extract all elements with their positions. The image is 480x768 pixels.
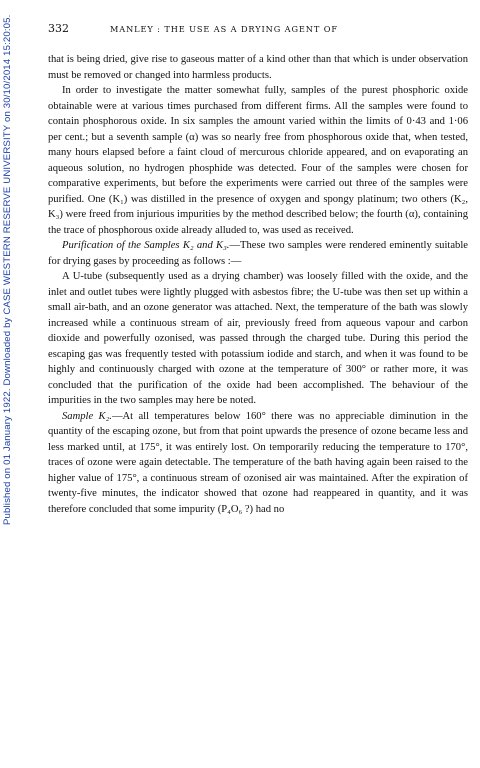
paragraph-purification bbox=[48, 238, 468, 269]
running-title: MANLEY : THE USE AS A DRYING AGENT OF bbox=[110, 24, 338, 34]
purification-text: —These two samples were rendered eminently suitable for drying gases by proceeding as follows :— bbox=[48, 240, 468, 267]
page bbox=[48, 22, 468, 517]
paragraph-u-tube: A U-tube (subsequently used as a drying chamber) was loosely filled with the oxide, and the inlet and outlet tubes were lightly plugged with asbestos fibre; the U-tube was then set up within a small air-bath, and an ozone generator was attached. Next, the temperature of the bath was slowly increased while a continuous stream of air, previously freed from aqueous vapour and carbon dioxide and powerfully ozonised, was passed through the charged tube. During this period the escaping gas was frequently tested with potassium iodide and starch, and when it was found to be highly and continuously charged with ozone at the temperature of 300° or rather more, it was concluded that the purification of the oxide had been accomplished. The behaviour of the impurities in the two samples may here be noted. bbox=[48, 271, 468, 406]
page-number: 332 bbox=[48, 22, 69, 35]
sample-text: —At all temperatures below 160° there was no appreciable diminution in the quantity of the escaping ozone, but from that point upwards the presence of ozone became less and less marked until, at 175°, it was entirely lost. On temporarily reducing the temperature to 170°, traces of ozone were again detectable. The temperature of the bath having again been raised to the higher value of 175°, a continuous stream of ozonised air was maintained. After the expiration of twenty-five minutes, the indicator showed that ozone had reappeared in quantity, and it was therefore concluded that some impurity (P₄O₆ ?) had no bbox=[48, 410, 468, 515]
paragraph-samples: In order to investigate the matter somewhat fully, samples of the purest phosphoric oxide obtainable were at various times purchased from different firms. All the samples were found to contain phosphorous oxide. In six samples the amount varied within the limits of 0·43 and 1·06 per cent.; but a seventh sample (α) was so nearly free from phosphorous oxide that, when tested, many hours elapsed before a faint cloud of mercurous chloride appeared, and on evaporating an aqueous solution, no hydrogen phosphide was detected. Four of the samples were chosen for comparative experiments, but before the experiments were carried out three of the samples were purified. One (K₁) was distilled in the presence of oxygen and spongy platinum; two others (K₂, K₃) were freed from injurious impurities by the method described below; the fourth (α), containing the trace of phosphorous oxide already alluded to, was used as received. bbox=[48, 85, 468, 236]
download-watermark bbox=[0, 0, 20, 768]
article-body bbox=[48, 52, 468, 517]
paragraph-continued: that is being dried, give rise to gaseous matter of a kind other than that which is under observation must be removed or changed into harmless products. bbox=[48, 54, 468, 81]
paragraph-sample-k2 bbox=[48, 409, 468, 518]
download-note: Published on 01 January 1922. Downloaded by CASE WESTERN RESERVE UNIVERSITY on 30/10/2014 15:20:05. bbox=[2, 14, 13, 525]
purification-heading: Purification of the Samples K₂ and K₃. bbox=[62, 240, 230, 251]
page-header bbox=[48, 22, 468, 38]
sample-heading: Sample K₂. bbox=[62, 410, 112, 422]
